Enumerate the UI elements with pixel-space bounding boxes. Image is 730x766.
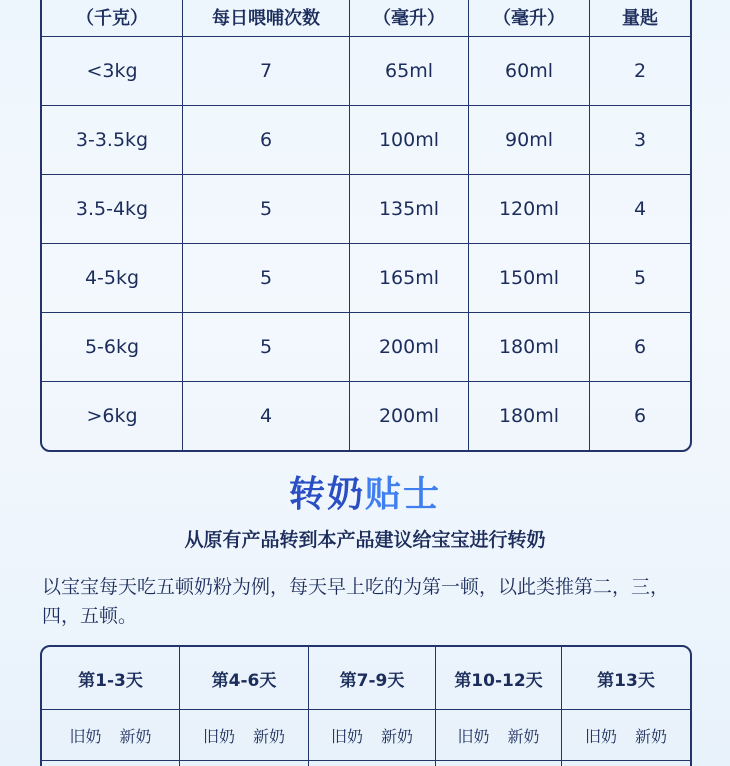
schedule-cell xyxy=(309,761,436,766)
schedule-cell xyxy=(562,761,690,766)
cell-feeds: 6 xyxy=(183,106,350,175)
cell-weight: 4-5kg xyxy=(42,244,183,313)
header-water: （毫升） xyxy=(350,0,469,37)
cell-feeds: 5 xyxy=(183,244,350,313)
days-header-row xyxy=(42,647,690,710)
cell-water: 200ml xyxy=(350,382,469,450)
milk-pair xyxy=(436,710,562,761)
cell-volume: 60ml xyxy=(469,37,590,106)
milk-label-row xyxy=(42,710,690,761)
milk-pair xyxy=(42,710,180,761)
feeding-table xyxy=(40,0,692,452)
cell-scoops: 6 xyxy=(633,405,647,427)
cell-feeds: 4 xyxy=(183,382,350,450)
day-range-header: 第13天 xyxy=(562,647,690,710)
day-range-header: 第10-12天 xyxy=(436,647,562,710)
cell-water: 100ml xyxy=(350,106,469,175)
cell-scoops: 3 xyxy=(590,106,690,175)
table-row xyxy=(42,37,690,106)
cell-feeds: 5 xyxy=(183,175,350,244)
day-range-header: 第1-3天 xyxy=(42,647,180,710)
cell-weight: >6kg xyxy=(42,382,183,450)
tips-title-part2: 贴士 xyxy=(365,474,442,515)
cell-scoops: 4 xyxy=(590,175,690,244)
table-row xyxy=(42,175,690,244)
cell-water: 165ml xyxy=(350,244,469,313)
day-range-header: 第4-6天 xyxy=(180,647,309,710)
old-milk-label: 旧奶 xyxy=(457,726,490,746)
cell-scoops: 5 xyxy=(590,244,690,313)
header-scoops: 量匙 xyxy=(590,0,690,37)
switch-schedule-table xyxy=(40,645,692,766)
cell-weight: <3kg xyxy=(42,37,183,106)
old-milk-label: 旧奶 xyxy=(330,726,363,746)
table-row xyxy=(42,382,690,450)
cell-scoops: 6 xyxy=(590,313,690,382)
cell-feeds: 5 xyxy=(183,313,350,382)
header-weight: （千克） xyxy=(42,0,183,37)
new-milk-label: 新奶 xyxy=(381,726,414,746)
header-volume: （毫升） xyxy=(469,0,590,37)
old-milk-label: 旧奶 xyxy=(69,726,102,746)
table-row xyxy=(42,313,690,382)
cell-volume: 180ml xyxy=(469,313,590,382)
schedule-row xyxy=(42,761,690,766)
old-milk-label: 旧奶 xyxy=(584,726,617,746)
cell-volume: 120ml xyxy=(469,175,590,244)
cell-volume: 180ml xyxy=(469,382,590,450)
cell-weight: 3-3.5kg xyxy=(42,106,183,175)
tips-title xyxy=(0,473,730,517)
tips-title-part1: 转奶 xyxy=(288,474,365,515)
milk-pair xyxy=(562,710,690,761)
schedule-cell xyxy=(436,761,562,766)
schedule-cell xyxy=(180,761,309,766)
new-milk-label: 新奶 xyxy=(635,726,668,746)
day-range-header: 第7-9天 xyxy=(309,647,436,710)
new-milk-label: 新奶 xyxy=(507,726,540,746)
cell-water: 200ml xyxy=(350,313,469,382)
milk-pair xyxy=(309,710,436,761)
header-feeds-per-day: 每日喂哺次数 xyxy=(183,0,350,37)
feeding-table-header-row xyxy=(42,0,690,37)
cell-weight: 3.5-4kg xyxy=(42,175,183,244)
cell-volume: 90ml xyxy=(469,106,590,175)
schedule-cell xyxy=(42,761,180,766)
table-row xyxy=(42,106,690,175)
cell-scoops: 2 xyxy=(590,37,690,106)
new-milk-label: 新奶 xyxy=(119,726,152,746)
old-milk-label: 旧奶 xyxy=(202,726,235,746)
cell-feeds: 7 xyxy=(183,37,350,106)
cell-water: 135ml xyxy=(350,175,469,244)
tips-subtitle: 从原有产品转到本产品建议给宝宝进行转奶 xyxy=(184,529,546,551)
cell-water: 65ml xyxy=(350,37,469,106)
cell-volume: 150ml xyxy=(469,244,590,313)
milk-pair xyxy=(180,710,309,761)
table-row xyxy=(42,244,690,313)
new-milk-label: 新奶 xyxy=(253,726,286,746)
tips-description: 以宝宝每天吃五顿奶粉为例，每天早上吃的为第一顿，以此类推第二，三，四，五顿。 xyxy=(42,576,670,627)
cell-weight: 5-6kg xyxy=(42,313,183,382)
